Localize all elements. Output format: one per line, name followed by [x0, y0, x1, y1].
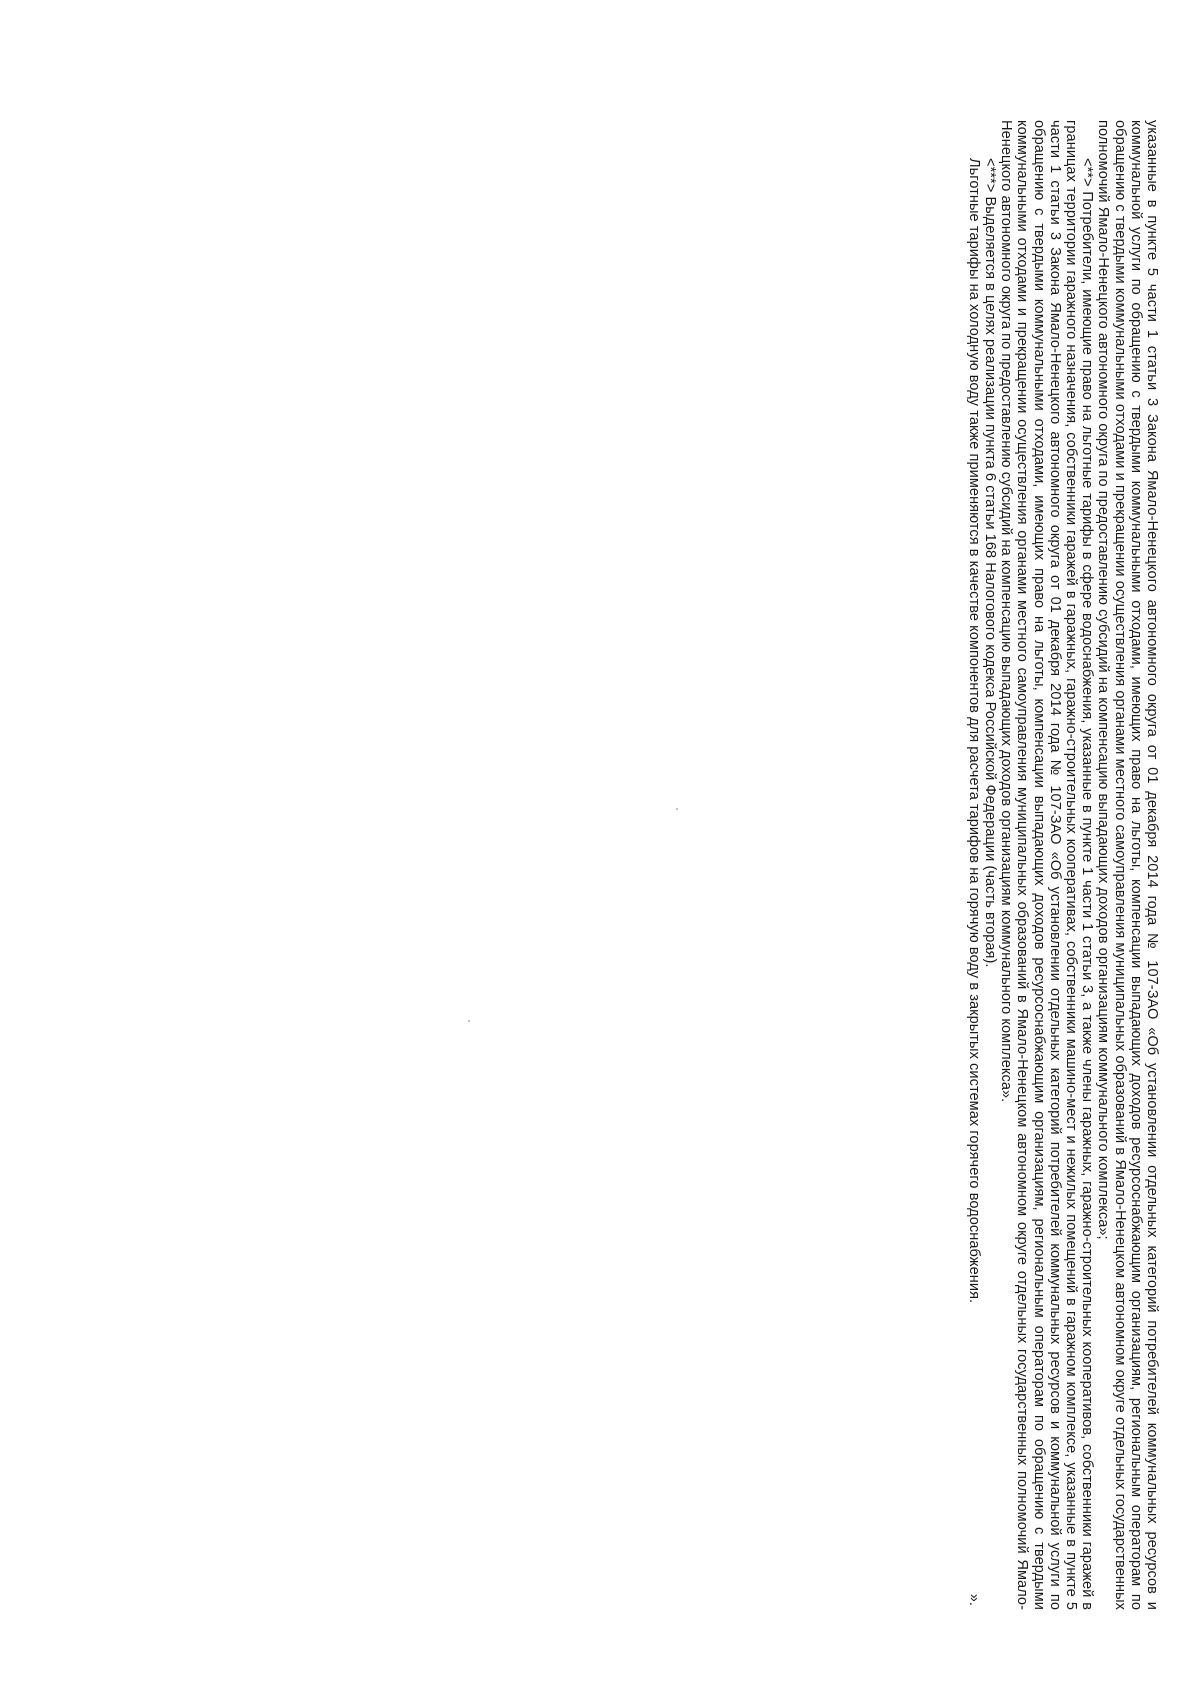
scan-speck [676, 808, 678, 810]
closing-quote-mark: ». [965, 1593, 982, 1606]
document-body [965, 120, 1160, 1610]
paragraph-continuation: указанные в пункте 5 части 1 статьи 3 Закона Ямало-Ненецкого автономного округа от 01 декабря 2014 года № 107-ЗАО «Об установлении отдельных категорий потребителей коммунальных ресурсов и коммунальной услуги по обращению с твердыми коммунальными отходами, имеющих право на льготы, компенсации выпадающих доходов ресурсоснабжающим организациям, региональным операторам по обращению с твердыми коммунальными отходами и прекращении осуществления органами местного самоуправления муниципальных образований в Ямало-Ненецком автономном округе отдельных государственных полномочий Ямало-Ненецкого автономного округа по предоставлению субсидий на компенсацию выпадающих доходов организациям коммунального комплекса»; [1095, 120, 1160, 1610]
rotated-document-page [80, 120, 1160, 1610]
scan-speck [468, 1020, 470, 1022]
footnote-double-asterisk: <**> Потребители, имеющие право на льготные тарифы в сфере водоснабжения, указанные в пункте 1 части 1 статьи 3, а также члены гаражных, гаражно-строительных кооперативов, собственники гаражей в границах территории гаражного назначения, собственники гаражей в гаражных, гаражно-строительных кооперативах, собственники машино-мест и нежилых помещений в гаражном комплексе, указанные в пункте 5 части 1 статьи 3 Закона Ямало-Ненецкого автономного округа от 01 декабря 2014 года № 107-ЗАО «Об установлении отдельных категорий потребителей коммунальных ресурсов и коммунальной услуги по обращению с твердыми коммунальными отходами, имеющих право на льготы, компенсации выпадающих доходов ресурсоснабжающим организациям, региональным операторам по обращению с твердыми коммунальными отходами и прекращении осуществления органами местного самоуправления муниципальных образований в Ямало-Ненецком автономном округе отдельных государственных полномочий Ямало-Ненецкого автономного округа по предоставлению субсидий на компенсацию выпадающих доходов организациям коммунального комплекса». [998, 120, 1096, 1610]
footnote-triple-asterisk: <***> Выделяется в целях реализации пункта 6 статьи 168 Налогового кодекса Российской Федерации (часть вторая). [981, 158, 998, 968]
paragraph-preferential-tariffs: Льготные тарифы на холодную воду также применяются в качестве компонентов для расчета тарифов на горячую воду в закрытых системах горячего водоснабжения. [965, 158, 982, 1304]
